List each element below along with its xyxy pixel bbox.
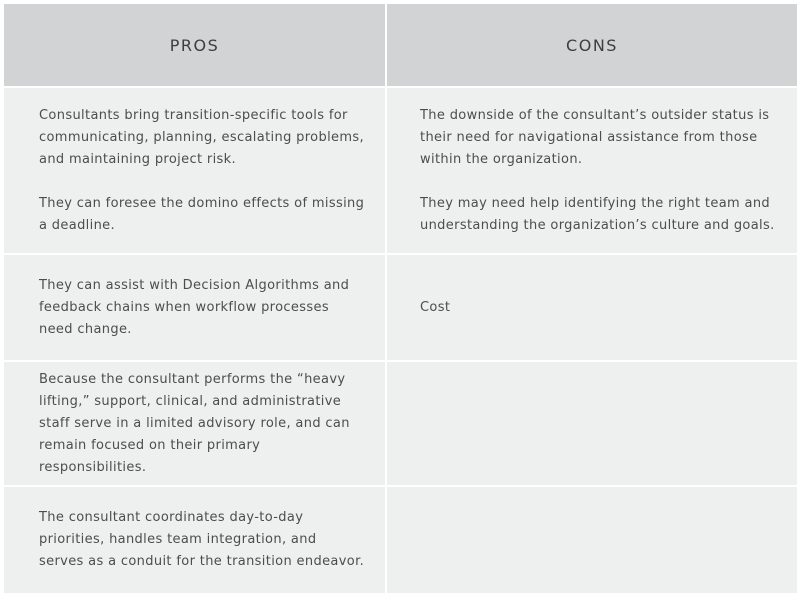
pros-text: They can assist with Decision Algorithms and feedback chains when workflow processes need change.	[39, 277, 350, 337]
cons-cell-3-empty	[387, 362, 797, 485]
pros-cell-4	[4, 487, 385, 593]
pros-text: The consultant coordinates day-to-day priorities, handles team integration, and serves as a conduit for the transition endeavor.	[39, 510, 365, 569]
cons-text: The downside of the consultant’s outsider status is their need for navigational assistance from those within the organization.	[420, 107, 770, 167]
pros-cell-3	[4, 362, 385, 485]
pros-text: They can foresee the domino effects of missing a deadline.	[39, 195, 365, 233]
cons-text: Cost	[420, 299, 451, 315]
pros-cell-1	[4, 88, 385, 253]
pros-cons-table	[4, 4, 797, 593]
pros-header: PROS	[4, 4, 385, 86]
cons-cell-4-empty	[387, 487, 797, 593]
cons-text: They may need help identifying the right team and understanding the organization’s culture and goals.	[420, 195, 775, 233]
cons-cell-2	[387, 255, 797, 360]
cons-cell-1	[387, 88, 797, 253]
pros-text: Consultants bring transition-specific tools for communicating, planning, escalating problems, and maintaining project risk.	[39, 107, 365, 167]
pros-cell-2	[4, 255, 385, 360]
pros-text: Because the consultant performs the “heavy lifting,” support, clinical, and administrative staff serve in a limited advisory role, and can remain focused on their primary responsibilities.	[39, 371, 350, 475]
cons-header: CONS	[387, 4, 797, 86]
